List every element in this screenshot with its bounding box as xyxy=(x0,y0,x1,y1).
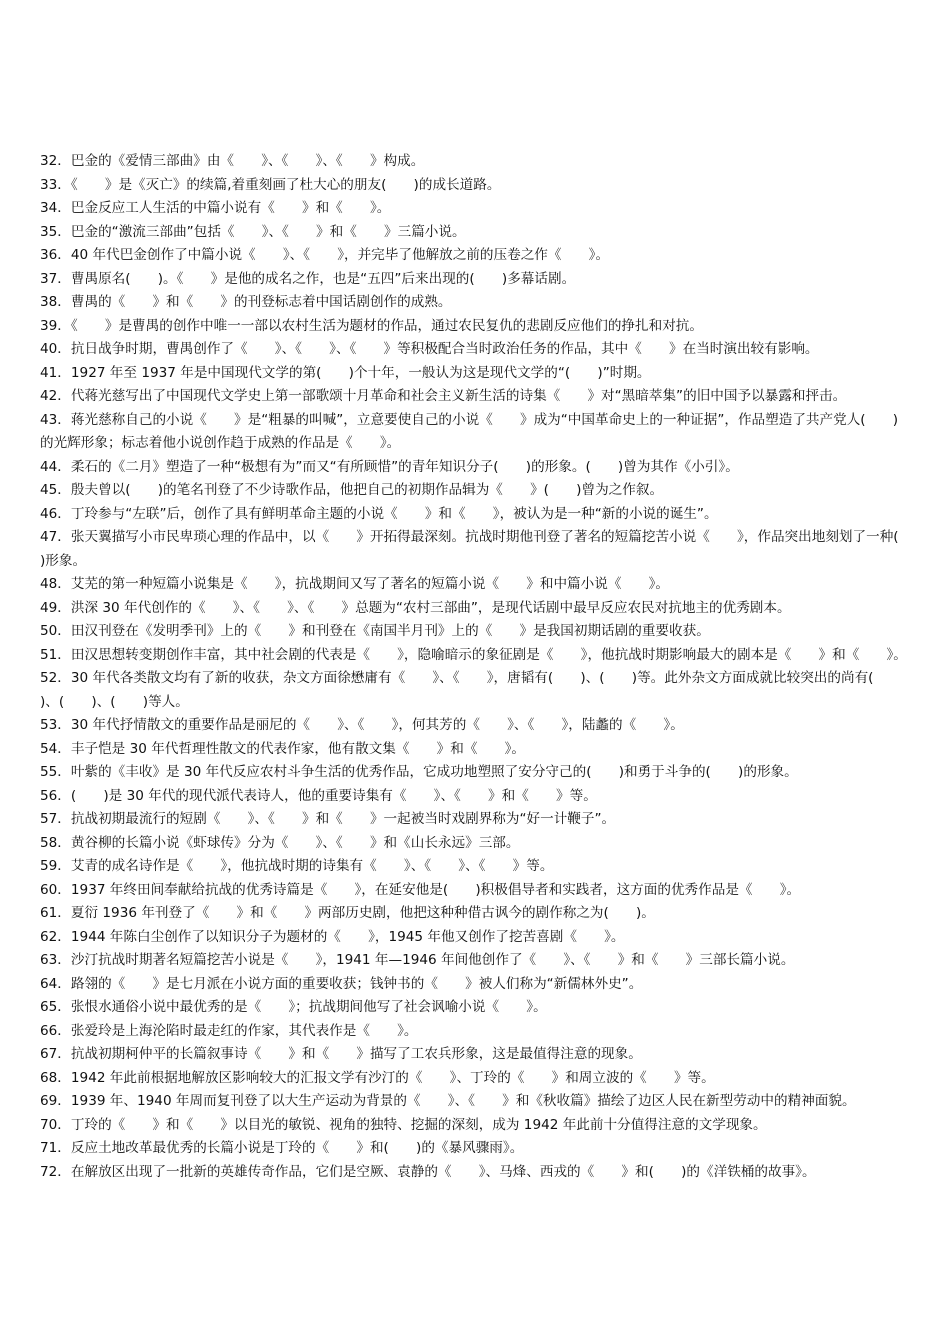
question-68: 68．1942 年此前根据地解放区影响较大的汇报文学有沙汀的《 》、丁玲的《 》和周立波的《 》等。 xyxy=(40,1069,715,1086)
question-62: 62．1944 年陈白尘创作了以知识分子为题材的《 》，1945 年他又创作了挖苦喜剧《 》。 xyxy=(40,928,625,945)
question-52: 52．30 年代各类散文均有了新的收获，杂文方面徐懋庸有《 》、《 》，唐韬有( )、( )等。此外杂文方面成就比较突出的尚有( )、( )、( )等人。 xyxy=(40,670,901,710)
question-34: 34．巴金反应工人生活的中篇小说有《 》和《 》。 xyxy=(40,200,391,216)
question-66: 66．张爱玲是上海沦陷时最走红的作家，其代表作是《 》。 xyxy=(40,1022,418,1039)
question-39: 39．《 》是曹禺的创作中唯一一部以农村生活为题材的作品，通过农民复仇的悲剧反应他们的挣扎和对抗。 xyxy=(40,317,703,334)
question-61: 61．夏衍 1936 年刊登了《 》和《 》两部历史剧，他把这种种借古讽今的剧作称之为( )。 xyxy=(40,905,655,921)
question-71: 71．反应土地改革最优秀的长篇小说是丁玲的《 》和( )的《暴风骤雨》。 xyxy=(40,1140,524,1156)
question-72: 72．在解放区出现了一批新的英雄传奇作品，它们是空厥、袁静的《 》、马烽、西戎的《 》和( )的《洋铁桶的故事》。 xyxy=(40,1163,816,1180)
question-37: 37．曹禺原名( )。《 》是他的成名之作，也是“五四”后来出现的( )多幕话剧。 xyxy=(40,270,576,287)
question-36: 36．40 年代巴金创作了中篇小说《 》、《 》，并完毕了他解放之前的压卷之作《 》。 xyxy=(40,247,610,263)
question-67: 67．抗战初期柯仲平的长篇叙事诗《 》和《 》描写了工农兵形象，这是最值得注意的现象。 xyxy=(40,1046,642,1062)
question-49: 49．洪深 30 年代创作的《 》、《 》、《 》总题为“农村三部曲”，是现代话剧中最早反应农民对抗地主的优秀剧本。 xyxy=(40,599,791,616)
question-56: 56．( )是 30 年代的现代派代表诗人，他的重要诗集有《 》、《 》和《 》等。 xyxy=(40,787,597,804)
question-60: 60．1937 年终田间奉献给抗战的优秀诗篇是《 》，在延安他是( )积极倡导者和实践者，这方面的优秀作品是《 》。 xyxy=(40,881,801,898)
question-57: 57．抗战初期最流行的短剧《 》、《 》和《 》一起被当时戏剧界称为“好一计鞭子”。 xyxy=(40,811,616,827)
question-58: 58．黄谷柳的长篇小说《虾球传》分为《 》、《 》和《山长永远》三部。 xyxy=(40,834,520,851)
question-65: 65．张恨水通俗小说中最优秀的是《 》；抗战期间他写了社会讽喻小说《 》。 xyxy=(40,999,547,1015)
question-43: 43．蒋光慈称自己的小说《 》是“粗暴的叫喊”，立意要使自己的小说《 》成为“中国革命史上的一种证据”，作品塑造了共产党人( )的光辉形象；标志着他小说创作趋于成熟的作品是《 》。 xyxy=(40,411,899,451)
question-64: 64．路翎的《 》是七月派在小说方面的重要收获；钱钟书的《 》被人们称为“新儒林外史”。 xyxy=(40,975,643,992)
question-50: 50．田汉刊登在《发明季刊》上的《 》和刊登在《南国半月刊》上的《 》是我国初期话剧的重要收获。 xyxy=(40,623,710,639)
question-33: 33．《 》是《灭亡》的续篇,着重刻画了杜大心的朋友( )的成长道路。 xyxy=(40,176,501,193)
question-47: 47．张天翼描写小市民卑琐心理的作品中，以《 》开拓得最深刻。抗战时期他刊登了著名的短篇挖苦小说《 》，作品突出地刻划了一种( )形象。 xyxy=(40,529,926,569)
question-59: 59．艾青的成名诗作是《 》，他抗战时期的诗集有《 》、《 》、《 》等。 xyxy=(40,858,554,874)
question-list xyxy=(40,150,926,1184)
question-46: 46．丁玲参与“左联”后，创作了具有鲜明革命主题的小说《 》和《 》，被认为是一种“新的小说的诞生”。 xyxy=(40,505,718,522)
question-69: 69．1939 年、1940 年周而复刊登了以大生产运动为背景的《 》、《 》和《秋收篇》描绘了边区人民在新型劳动中的精神面貌。 xyxy=(40,1093,856,1109)
question-40: 40．抗日战争时期，曹禺创作了《 》、《 》、《 》等积极配合当时政治任务的作品，其中《 》在当时演出较有影响。 xyxy=(40,341,819,357)
question-54: 54．丰子恺是 30 年代哲理性散文的代表作家，他有散文集《 》和《 》。 xyxy=(40,740,526,757)
question-44: 44．柔石的《二月》塑造了一种“极想有为”而又“有所顾惜”的青年知识分子( )的形象。( )曾为其作《小引》。 xyxy=(40,458,739,475)
question-63: 63．沙汀抗战时期著名短篇挖苦小说是《 》，1941 年—1946 年间他创作了《 》、《 》和《 》三部长篇小说。 xyxy=(40,952,795,968)
question-55: 55．叶紫的《丰收》是 30 年代反应农村斗争生活的优秀作品，它成功地塑照了安分守己的( )和勇于斗争的( )的形象。 xyxy=(40,764,798,780)
question-32: 32．巴金的《爱情三部曲》由《 》、《 》、《 》构成。 xyxy=(40,153,425,169)
question-51: 51．田汉思想转变期创作丰富，其中社会剧的代表是《 》，隐喻暗示的象征剧是《 》，他抗战时期影响最大的剧本是《 》和《 》。 xyxy=(40,646,907,663)
question-53: 53．30 年代抒情散文的重要作品是丽尼的《 》、《 》，何其芳的《 》、《 》，陆蠡的《 》。 xyxy=(40,717,684,733)
question-42: 42．代蒋光慈写出了中国现代文学史上第一部歌颂十月革命和社会主义新生活的诗集《 》对“黑暗萃集”的旧中国予以暴露和抨击。 xyxy=(40,388,847,404)
question-70: 70．丁玲的《 》和《 》以目光的敏锐、视角的独特、挖掘的深刻，成为 1942 年此前十分值得注意的文学现象。 xyxy=(40,1116,767,1133)
question-41: 41．1927 年至 1937 年是中国现代文学的第( )个十年，一般认为这是现代文学的“( )”时期。 xyxy=(40,364,651,381)
question-35: 35．巴金的“激流三部曲”包括《 》、《 》和《 》三篇小说。 xyxy=(40,223,466,240)
question-45: 45．殷夫曾以( )的笔名刊登了不少诗歌作品，他把自己的初期作品辑为《 》( )曾为之作叙。 xyxy=(40,482,664,498)
question-38: 38．曹禺的《 》和《 》的刊登标志着中国话剧创作的成熟。 xyxy=(40,294,452,310)
question-48: 48．艾芜的第一种短篇小说集是《 》，抗战期间又写了著名的短篇小说《 》和中篇小说《 》。 xyxy=(40,576,670,592)
